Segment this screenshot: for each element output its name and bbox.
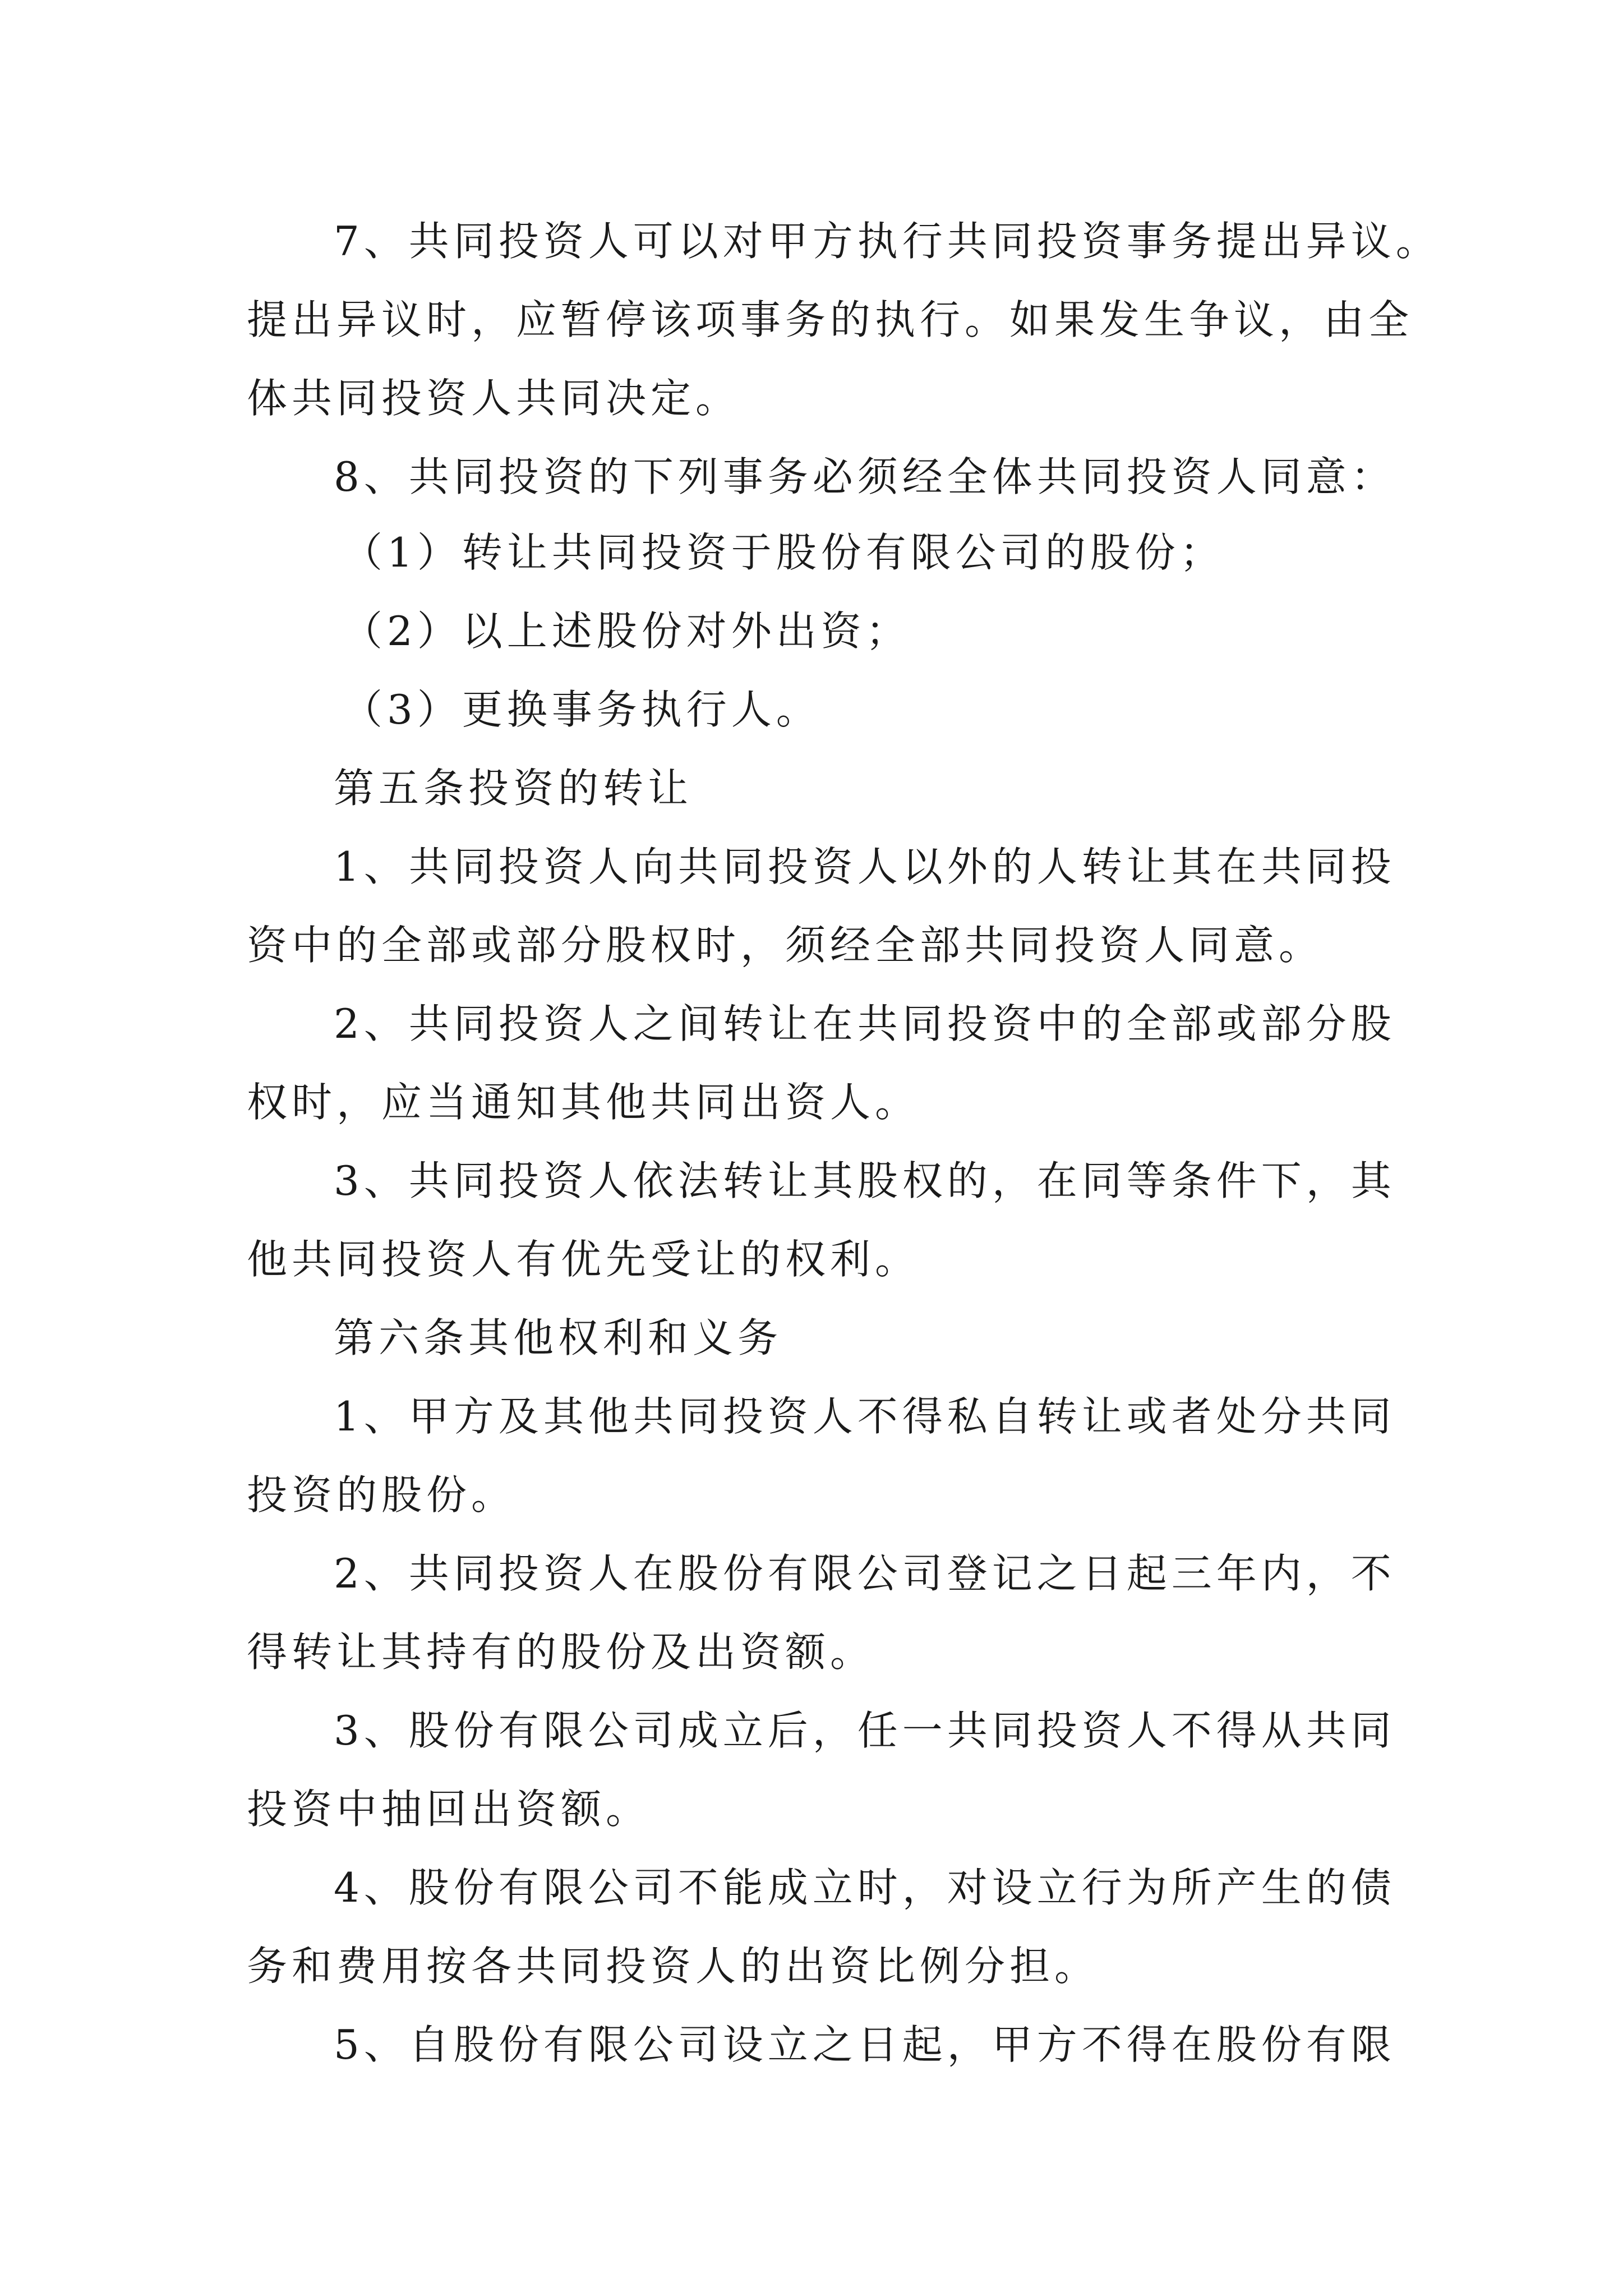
paragraph-line: 2、共同投资人在股份有限公司登记之日起三年内，不 [334, 1550, 1396, 1597]
paragraph-line: 3、股份有限公司成立后，任一共同投资人不得从共同 [334, 1707, 1396, 1754]
paragraph-line: 2、共同投资人之间转让在共同投资中的全部或部分股 [334, 1000, 1396, 1047]
list-item: （2）以上述股份对外出资； [342, 608, 911, 655]
paragraph-line: 8、共同投资的下列事务必须经全体共同投资人同意： [334, 453, 1396, 500]
paragraph-line: 他共同投资人有优先受让的权利。 [247, 1236, 920, 1283]
paragraph-line: 资中的全部或部分股权时，须经全部共同投资人同意。 [247, 922, 1324, 969]
paragraph-line: 1、甲方及其他共同投资人不得私自转让或者处分共同 [334, 1393, 1396, 1440]
paragraph-line: 体共同投资人共同决定。 [247, 375, 741, 422]
paragraph-line: 5、自股份有限公司设立之日起，甲方不得在股份有限 [334, 2021, 1396, 2068]
paragraph-line: 权时，应当通知其他共同出资人。 [247, 1079, 920, 1126]
paragraph-line: 务和费用按各共同投资人的出资比例分担。 [247, 1943, 1100, 1990]
paragraph-line: 投资的股份。 [247, 1471, 517, 1519]
paragraph-line: 7、共同投资人可以对甲方执行共同投资事务提出异议。 [334, 218, 1441, 265]
section-heading: 第六条其他权利和义务 [334, 1314, 783, 1361]
paragraph-line: 3、共同投资人依法转让其股权的，在同等条件下，其 [334, 1157, 1396, 1204]
paragraph-line: 4、股份有限公司不能成立时，对设立行为所产生的债 [334, 1864, 1396, 1911]
paragraph-line: 得转让其持有的股份及出资额。 [247, 1628, 875, 1676]
paragraph-line: 1、共同投资人向共同投资人以外的人转让其在共同投 [334, 843, 1396, 890]
paragraph-line: 提出异议时，应暂停该项事务的执行。如果发生争议，由全 [247, 296, 1414, 343]
list-item: （3）更换事务执行人。 [342, 686, 821, 733]
section-heading: 第五条投资的转让 [334, 765, 693, 812]
list-item: （1）转让共同投资于股份有限公司的股份； [342, 529, 1225, 576]
paragraph-line: 投资中抽回出资额。 [247, 1786, 651, 1833]
